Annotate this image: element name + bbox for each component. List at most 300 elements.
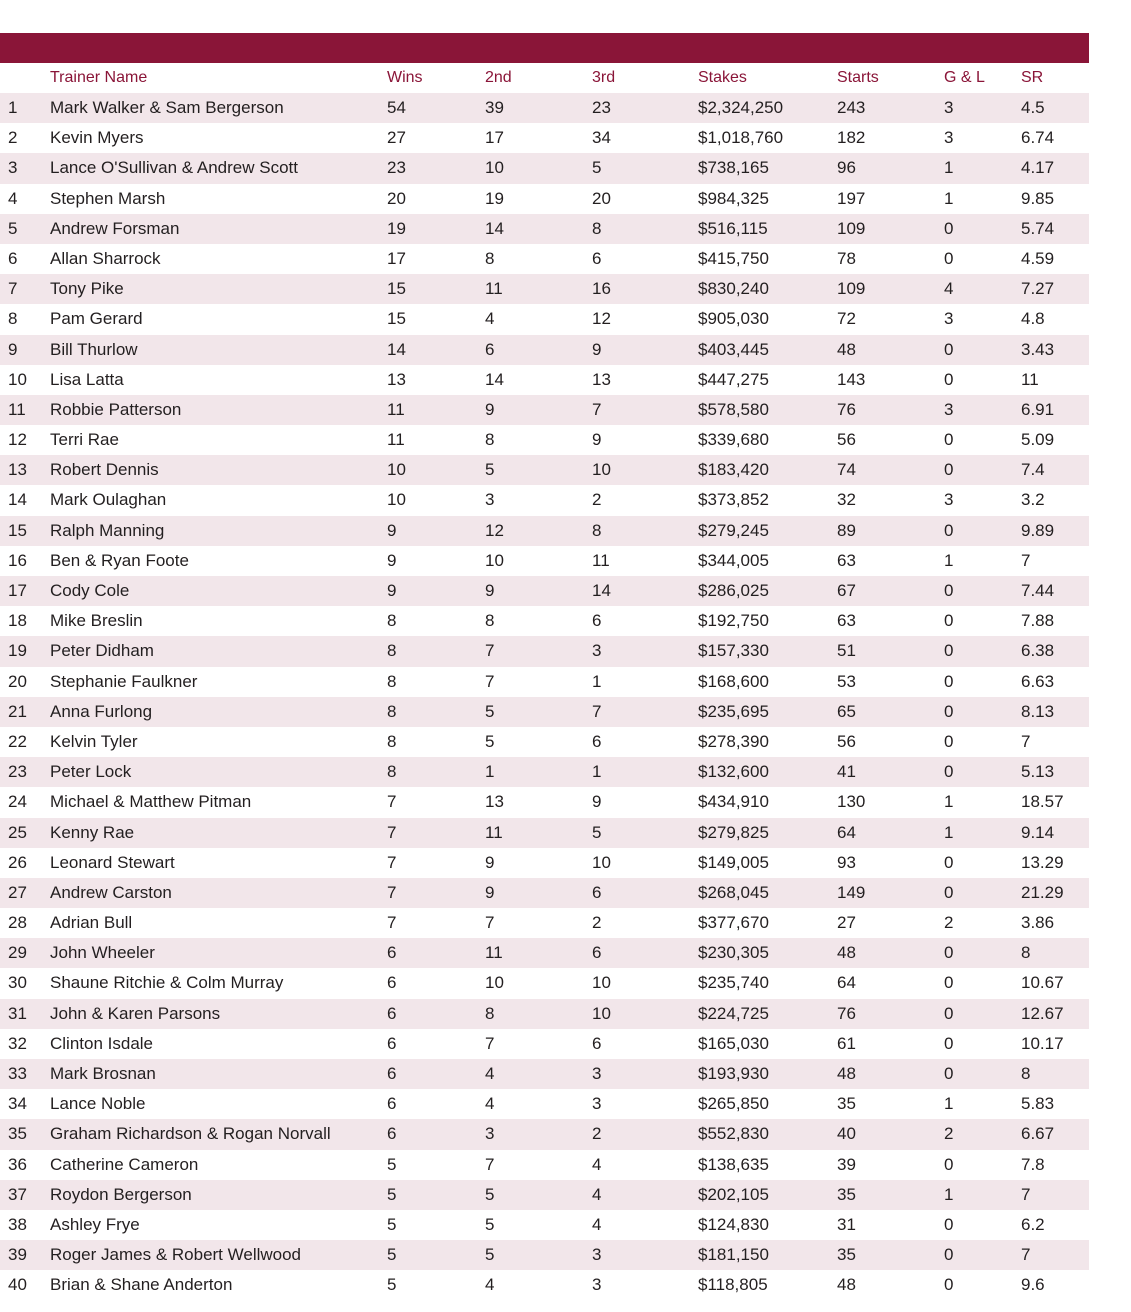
cell-wins: 20 bbox=[387, 188, 406, 208]
cell-wins: 5 bbox=[387, 1184, 397, 1204]
cell-stakes: $339,680 bbox=[698, 430, 769, 450]
cell-stakes: $552,830 bbox=[698, 1124, 769, 1144]
cell-wins: 11 bbox=[387, 399, 405, 419]
table-row bbox=[0, 1119, 1089, 1149]
cell-trainer-name: Mark Brosnan bbox=[50, 1064, 156, 1083]
cell-group-listed: 4 bbox=[944, 279, 954, 299]
header-group-listed: G & L bbox=[944, 69, 985, 86]
cell-trainer-name: Peter Lock bbox=[50, 762, 132, 782]
table-row bbox=[0, 123, 1089, 153]
cell-third: 6 bbox=[592, 611, 602, 631]
cell-wins: 5 bbox=[387, 1214, 397, 1234]
cell-strike-rate: 11 bbox=[1021, 369, 1039, 389]
cell-position: 3 bbox=[8, 158, 18, 178]
cell-second: 12 bbox=[485, 520, 504, 540]
table-row bbox=[0, 757, 1089, 787]
cell-stakes: $830,240 bbox=[698, 279, 769, 299]
cell-group-listed: 0 bbox=[944, 1003, 954, 1023]
table-row bbox=[0, 274, 1089, 304]
top-whitespace bbox=[0, 0, 1131, 33]
cell-group-listed: 0 bbox=[944, 339, 954, 359]
cell-starts: 27 bbox=[837, 913, 856, 933]
cell-second: 14 bbox=[485, 218, 504, 238]
cell-trainer-name: Kelvin Tyler bbox=[50, 731, 138, 751]
cell-stakes: $738,165 bbox=[698, 158, 769, 178]
cell-position: 35 bbox=[8, 1124, 27, 1144]
cell-second: 5 bbox=[485, 1214, 495, 1234]
cell-stakes: $118,805 bbox=[698, 1275, 768, 1295]
header-strike-rate: SR bbox=[1021, 69, 1044, 86]
cell-stakes: $373,852 bbox=[698, 490, 769, 510]
cell-position: 32 bbox=[8, 1033, 27, 1053]
cell-strike-rate: 8.13 bbox=[1021, 701, 1055, 721]
cell-strike-rate: 8 bbox=[1021, 1064, 1031, 1083]
cell-trainer-name: Robbie Patterson bbox=[50, 399, 182, 419]
cell-strike-rate: 8 bbox=[1021, 943, 1031, 963]
table-row bbox=[0, 1270, 1089, 1300]
cell-position: 36 bbox=[8, 1154, 27, 1174]
cell-stakes: $193,930 bbox=[698, 1064, 769, 1083]
cell-group-listed: 0 bbox=[944, 520, 954, 540]
cell-wins: 6 bbox=[387, 973, 397, 993]
cell-wins: 7 bbox=[387, 882, 397, 902]
cell-wins: 5 bbox=[387, 1275, 397, 1295]
cell-second: 5 bbox=[485, 1245, 495, 1265]
cell-strike-rate: 9.89 bbox=[1021, 520, 1055, 540]
cell-starts: 35 bbox=[837, 1245, 856, 1265]
cell-strike-rate: 6.63 bbox=[1021, 671, 1055, 691]
cell-second: 7 bbox=[485, 1154, 495, 1174]
cell-wins: 5 bbox=[387, 1154, 397, 1174]
cell-stakes: $157,330 bbox=[698, 641, 769, 661]
cell-group-listed: 0 bbox=[944, 943, 954, 963]
cell-group-listed: 1 bbox=[944, 792, 954, 812]
cell-group-listed: 3 bbox=[944, 399, 954, 419]
table-row bbox=[0, 576, 1089, 606]
table-row bbox=[0, 818, 1089, 848]
table-row bbox=[0, 938, 1089, 968]
cell-starts: 41 bbox=[837, 762, 856, 782]
cell-second: 10 bbox=[485, 550, 504, 570]
table-row bbox=[0, 1210, 1089, 1240]
cell-group-listed: 0 bbox=[944, 460, 954, 480]
cell-position: 8 bbox=[8, 309, 18, 329]
cell-position: 20 bbox=[8, 671, 27, 691]
cell-stakes: $434,910 bbox=[698, 792, 769, 812]
cell-third: 3 bbox=[592, 1064, 602, 1083]
cell-position: 22 bbox=[8, 731, 27, 751]
cell-stakes: $415,750 bbox=[698, 248, 769, 268]
table-row bbox=[0, 395, 1089, 425]
cell-stakes: $2,324,250 bbox=[698, 98, 784, 117]
cell-starts: 74 bbox=[837, 460, 856, 480]
cell-strike-rate: 3.43 bbox=[1021, 339, 1055, 359]
cell-third: 16 bbox=[592, 279, 611, 299]
cell-trainer-name: Stephanie Faulkner bbox=[50, 671, 198, 691]
cell-position: 17 bbox=[8, 581, 27, 600]
cell-wins: 13 bbox=[387, 369, 406, 389]
cell-second: 11 bbox=[485, 279, 503, 299]
cell-third: 10 bbox=[592, 1003, 611, 1023]
cell-group-listed: 2 bbox=[944, 913, 954, 933]
cell-starts: 51 bbox=[837, 641, 856, 661]
cell-trainer-name: Lance O'Sullivan & Andrew Scott bbox=[50, 158, 298, 178]
table-row bbox=[0, 244, 1089, 274]
cell-third: 8 bbox=[592, 520, 602, 540]
cell-trainer-name: Cody Cole bbox=[50, 581, 130, 600]
cell-second: 7 bbox=[485, 641, 495, 661]
cell-position: 39 bbox=[8, 1245, 27, 1265]
cell-position: 21 bbox=[8, 701, 27, 721]
cell-wins: 7 bbox=[387, 822, 397, 842]
cell-second: 9 bbox=[485, 882, 495, 902]
cell-third: 34 bbox=[592, 128, 611, 148]
cell-stakes: $268,045 bbox=[698, 882, 769, 902]
cell-wins: 15 bbox=[387, 279, 406, 299]
table-row bbox=[0, 546, 1089, 576]
cell-group-listed: 0 bbox=[944, 369, 954, 389]
cell-trainer-name: Lisa Latta bbox=[50, 369, 124, 389]
cell-starts: 48 bbox=[837, 1064, 856, 1083]
table-row bbox=[0, 908, 1089, 938]
cell-strike-rate: 9.6 bbox=[1021, 1275, 1045, 1295]
cell-strike-rate: 6.38 bbox=[1021, 641, 1055, 661]
cell-second: 8 bbox=[485, 1003, 495, 1023]
header-starts: Starts bbox=[837, 69, 879, 86]
cell-group-listed: 3 bbox=[944, 490, 954, 510]
cell-third: 3 bbox=[592, 1094, 602, 1114]
cell-position: 24 bbox=[8, 792, 27, 812]
cell-stakes: $192,750 bbox=[698, 611, 769, 631]
header-stakes: Stakes bbox=[698, 69, 747, 86]
cell-second: 8 bbox=[485, 611, 495, 631]
cell-position: 10 bbox=[8, 369, 27, 389]
cell-trainer-name: Shaune Ritchie & Colm Murray bbox=[50, 973, 284, 993]
cell-trainer-name: Bill Thurlow bbox=[50, 339, 138, 359]
cell-group-listed: 0 bbox=[944, 1214, 954, 1234]
cell-starts: 149 bbox=[837, 882, 866, 902]
cell-stakes: $230,305 bbox=[698, 943, 769, 963]
cell-third: 20 bbox=[592, 188, 611, 208]
cell-group-listed: 0 bbox=[944, 701, 954, 721]
cell-trainer-name: Terri Rae bbox=[50, 430, 119, 450]
cell-second: 10 bbox=[485, 158, 504, 178]
cell-trainer-name: Peter Didham bbox=[50, 641, 154, 661]
cell-strike-rate: 5.83 bbox=[1021, 1094, 1055, 1114]
cell-wins: 23 bbox=[387, 158, 406, 178]
cell-strike-rate: 7.88 bbox=[1021, 611, 1055, 631]
cell-third: 10 bbox=[592, 460, 611, 480]
cell-trainer-name: Stephen Marsh bbox=[50, 188, 166, 208]
cell-starts: 48 bbox=[837, 1275, 856, 1295]
cell-trainer-name: Graham Richardson & Rogan Norvall bbox=[50, 1124, 331, 1144]
cell-starts: 65 bbox=[837, 701, 856, 721]
cell-position: 4 bbox=[8, 188, 18, 208]
cell-starts: 64 bbox=[837, 822, 856, 842]
cell-trainer-name: Robert Dennis bbox=[50, 460, 159, 480]
cell-position: 13 bbox=[8, 460, 27, 480]
cell-trainer-name: Clinton Isdale bbox=[50, 1033, 154, 1053]
cell-starts: 56 bbox=[837, 430, 856, 450]
cell-trainer-name: Mark Walker & Sam Bergerson bbox=[50, 98, 284, 117]
table-row bbox=[0, 636, 1089, 666]
cell-starts: 76 bbox=[837, 399, 856, 419]
table-row bbox=[0, 304, 1089, 334]
table-row bbox=[0, 848, 1089, 878]
cell-trainer-name: Roger James & Robert Wellwood bbox=[50, 1245, 302, 1265]
cell-second: 9 bbox=[485, 581, 495, 600]
cell-strike-rate: 18.57 bbox=[1021, 792, 1064, 812]
cell-position: 34 bbox=[8, 1094, 27, 1114]
table-row bbox=[0, 727, 1089, 757]
cell-starts: 48 bbox=[837, 943, 856, 963]
cell-stakes: $124,830 bbox=[698, 1214, 769, 1234]
cell-third: 7 bbox=[592, 701, 602, 721]
table-row bbox=[0, 667, 1089, 697]
cell-third: 6 bbox=[592, 943, 602, 963]
cell-second: 11 bbox=[485, 822, 503, 842]
table-row bbox=[0, 184, 1089, 214]
table-header bbox=[0, 63, 1089, 93]
table-row bbox=[0, 697, 1089, 727]
cell-position: 2 bbox=[8, 128, 18, 148]
cell-second: 5 bbox=[485, 731, 495, 751]
cell-second: 14 bbox=[485, 369, 504, 389]
cell-group-listed: 0 bbox=[944, 973, 954, 993]
cell-second: 8 bbox=[485, 248, 495, 268]
cell-stakes: $235,695 bbox=[698, 701, 769, 721]
cell-second: 3 bbox=[485, 490, 495, 510]
cell-group-listed: 0 bbox=[944, 671, 954, 691]
cell-wins: 8 bbox=[387, 611, 397, 631]
cell-wins: 8 bbox=[387, 641, 397, 661]
table-row bbox=[0, 425, 1089, 455]
cell-wins: 6 bbox=[387, 1033, 397, 1053]
cell-wins: 15 bbox=[387, 309, 406, 329]
cell-position: 40 bbox=[8, 1275, 27, 1295]
cell-wins: 27 bbox=[387, 128, 406, 148]
cell-third: 6 bbox=[592, 731, 602, 751]
cell-starts: 31 bbox=[837, 1214, 856, 1234]
cell-group-listed: 0 bbox=[944, 248, 954, 268]
cell-wins: 17 bbox=[387, 248, 406, 268]
cell-group-listed: 3 bbox=[944, 309, 954, 329]
cell-second: 19 bbox=[485, 188, 504, 208]
cell-stakes: $149,005 bbox=[698, 852, 769, 872]
cell-position: 11 bbox=[8, 399, 26, 419]
cell-starts: 64 bbox=[837, 973, 856, 993]
cell-second: 4 bbox=[485, 1275, 495, 1295]
cell-trainer-name: John & Karen Parsons bbox=[50, 1003, 221, 1023]
cell-trainer-name: Adrian Bull bbox=[50, 913, 133, 933]
cell-starts: 63 bbox=[837, 550, 856, 570]
cell-stakes: $286,025 bbox=[698, 581, 769, 600]
cell-trainer-name: Lance Noble bbox=[50, 1094, 146, 1114]
cell-strike-rate: 7 bbox=[1021, 1184, 1031, 1204]
cell-stakes: $138,635 bbox=[698, 1154, 769, 1174]
cell-starts: 143 bbox=[837, 369, 866, 389]
table-row bbox=[0, 214, 1089, 244]
cell-group-listed: 0 bbox=[944, 1275, 954, 1295]
cell-second: 4 bbox=[485, 1094, 495, 1114]
cell-starts: 96 bbox=[837, 158, 856, 178]
cell-position: 6 bbox=[8, 248, 18, 268]
cell-stakes: $344,005 bbox=[698, 550, 769, 570]
cell-starts: 197 bbox=[837, 188, 866, 208]
cell-stakes: $279,245 bbox=[698, 520, 769, 540]
cell-third: 9 bbox=[592, 430, 602, 450]
cell-third: 5 bbox=[592, 822, 602, 842]
cell-third: 6 bbox=[592, 882, 602, 902]
cell-position: 28 bbox=[8, 913, 27, 933]
cell-strike-rate: 7 bbox=[1021, 731, 1031, 751]
cell-wins: 9 bbox=[387, 581, 397, 600]
cell-starts: 78 bbox=[837, 248, 856, 268]
cell-second: 11 bbox=[485, 943, 503, 963]
cell-strike-rate: 4.5 bbox=[1021, 98, 1045, 117]
table-row bbox=[0, 1180, 1089, 1210]
cell-starts: 76 bbox=[837, 1003, 856, 1023]
table-row bbox=[0, 455, 1089, 485]
cell-strike-rate: 4.8 bbox=[1021, 309, 1045, 329]
trainer-table bbox=[0, 63, 1089, 1301]
cell-position: 12 bbox=[8, 430, 27, 450]
cell-wins: 7 bbox=[387, 852, 397, 872]
table-body bbox=[0, 93, 1089, 1301]
cell-position: 15 bbox=[8, 520, 27, 540]
table-row bbox=[0, 1059, 1089, 1089]
cell-stakes: $516,115 bbox=[698, 218, 768, 238]
table-row bbox=[0, 1029, 1089, 1059]
cell-starts: 56 bbox=[837, 731, 856, 751]
cell-trainer-name: Brian & Shane Anderton bbox=[50, 1275, 233, 1295]
cell-strike-rate: 6.91 bbox=[1021, 399, 1055, 419]
cell-stakes: $168,600 bbox=[698, 671, 769, 691]
cell-stakes: $235,740 bbox=[698, 973, 769, 993]
cell-trainer-name: Andrew Forsman bbox=[50, 218, 180, 238]
cell-second: 9 bbox=[485, 852, 495, 872]
cell-position: 38 bbox=[8, 1214, 27, 1234]
cell-wins: 54 bbox=[387, 98, 406, 117]
cell-position: 29 bbox=[8, 943, 27, 963]
cell-second: 8 bbox=[485, 430, 495, 450]
cell-strike-rate: 3.86 bbox=[1021, 913, 1055, 933]
cell-trainer-name: John Wheeler bbox=[50, 943, 155, 963]
cell-stakes: $447,275 bbox=[698, 369, 769, 389]
cell-second: 6 bbox=[485, 339, 495, 359]
cell-trainer-name: Roydon Bergerson bbox=[50, 1184, 192, 1204]
cell-starts: 53 bbox=[837, 671, 856, 691]
cell-group-listed: 1 bbox=[944, 822, 954, 842]
cell-group-listed: 0 bbox=[944, 611, 954, 631]
cell-third: 13 bbox=[592, 369, 611, 389]
cell-trainer-name: Tony Pike bbox=[50, 279, 124, 299]
cell-starts: 93 bbox=[837, 852, 856, 872]
cell-strike-rate: 6.2 bbox=[1021, 1214, 1045, 1234]
cell-strike-rate: 6.74 bbox=[1021, 128, 1055, 148]
cell-second: 13 bbox=[485, 792, 504, 812]
cell-starts: 182 bbox=[837, 128, 866, 148]
cell-starts: 63 bbox=[837, 611, 856, 631]
cell-second: 7 bbox=[485, 913, 495, 933]
cell-third: 10 bbox=[592, 973, 611, 993]
table-row bbox=[0, 153, 1089, 183]
cell-position: 14 bbox=[8, 490, 27, 510]
cell-group-listed: 0 bbox=[944, 581, 954, 600]
cell-position: 27 bbox=[8, 882, 27, 902]
cell-third: 3 bbox=[592, 641, 602, 661]
cell-second: 7 bbox=[485, 671, 495, 691]
cell-starts: 72 bbox=[837, 309, 856, 329]
table-row bbox=[0, 1089, 1089, 1119]
cell-third: 9 bbox=[592, 339, 602, 359]
cell-third: 8 bbox=[592, 218, 602, 238]
cell-wins: 6 bbox=[387, 1003, 397, 1023]
cell-third: 7 bbox=[592, 399, 602, 419]
table-row bbox=[0, 516, 1089, 546]
cell-starts: 243 bbox=[837, 98, 866, 117]
cell-strike-rate: 12.67 bbox=[1021, 1003, 1064, 1023]
cell-position: 33 bbox=[8, 1064, 27, 1083]
cell-starts: 32 bbox=[837, 490, 856, 510]
cell-third: 2 bbox=[592, 1124, 602, 1144]
cell-trainer-name: Kenny Rae bbox=[50, 822, 135, 842]
cell-strike-rate: 5.74 bbox=[1021, 218, 1055, 238]
cell-second: 1 bbox=[485, 762, 495, 782]
cell-starts: 89 bbox=[837, 520, 856, 540]
cell-third: 3 bbox=[592, 1245, 602, 1265]
cell-wins: 8 bbox=[387, 671, 397, 691]
cell-group-listed: 1 bbox=[944, 550, 954, 570]
cell-stakes: $278,390 bbox=[698, 731, 769, 751]
table-row bbox=[0, 1240, 1089, 1270]
cell-second: 3 bbox=[485, 1124, 495, 1144]
cell-trainer-name: Andrew Carston bbox=[50, 882, 172, 902]
cell-stakes: $183,420 bbox=[698, 460, 769, 480]
cell-trainer-name: Kevin Myers bbox=[50, 128, 144, 148]
cell-starts: 130 bbox=[837, 792, 866, 812]
cell-stakes: $984,325 bbox=[698, 188, 769, 208]
cell-wins: 6 bbox=[387, 1064, 397, 1083]
cell-trainer-name: Pam Gerard bbox=[50, 309, 143, 329]
cell-group-listed: 0 bbox=[944, 641, 954, 661]
cell-third: 23 bbox=[592, 98, 611, 117]
cell-trainer-name: Michael & Matthew Pitman bbox=[50, 792, 252, 812]
cell-wins: 8 bbox=[387, 731, 397, 751]
cell-position: 1 bbox=[8, 98, 18, 117]
cell-wins: 10 bbox=[387, 460, 406, 480]
cell-second: 10 bbox=[485, 973, 504, 993]
cell-third: 5 bbox=[592, 158, 602, 178]
cell-starts: 61 bbox=[837, 1033, 856, 1053]
cell-stakes: $202,105 bbox=[698, 1184, 769, 1204]
cell-trainer-name: Ralph Manning bbox=[50, 520, 165, 540]
cell-stakes: $578,580 bbox=[698, 399, 769, 419]
cell-second: 4 bbox=[485, 1064, 495, 1083]
table-row bbox=[0, 1150, 1089, 1180]
cell-group-listed: 3 bbox=[944, 128, 954, 148]
cell-third: 3 bbox=[592, 1275, 602, 1295]
cell-wins: 9 bbox=[387, 520, 397, 540]
cell-stakes: $403,445 bbox=[698, 339, 769, 359]
cell-strike-rate: 5.09 bbox=[1021, 430, 1055, 450]
cell-strike-rate: 4.59 bbox=[1021, 248, 1055, 268]
cell-group-listed: 1 bbox=[944, 1184, 954, 1204]
cell-strike-rate: 7.27 bbox=[1021, 279, 1055, 299]
cell-second: 39 bbox=[485, 98, 504, 117]
cell-third: 2 bbox=[592, 913, 602, 933]
cell-position: 19 bbox=[8, 641, 27, 661]
